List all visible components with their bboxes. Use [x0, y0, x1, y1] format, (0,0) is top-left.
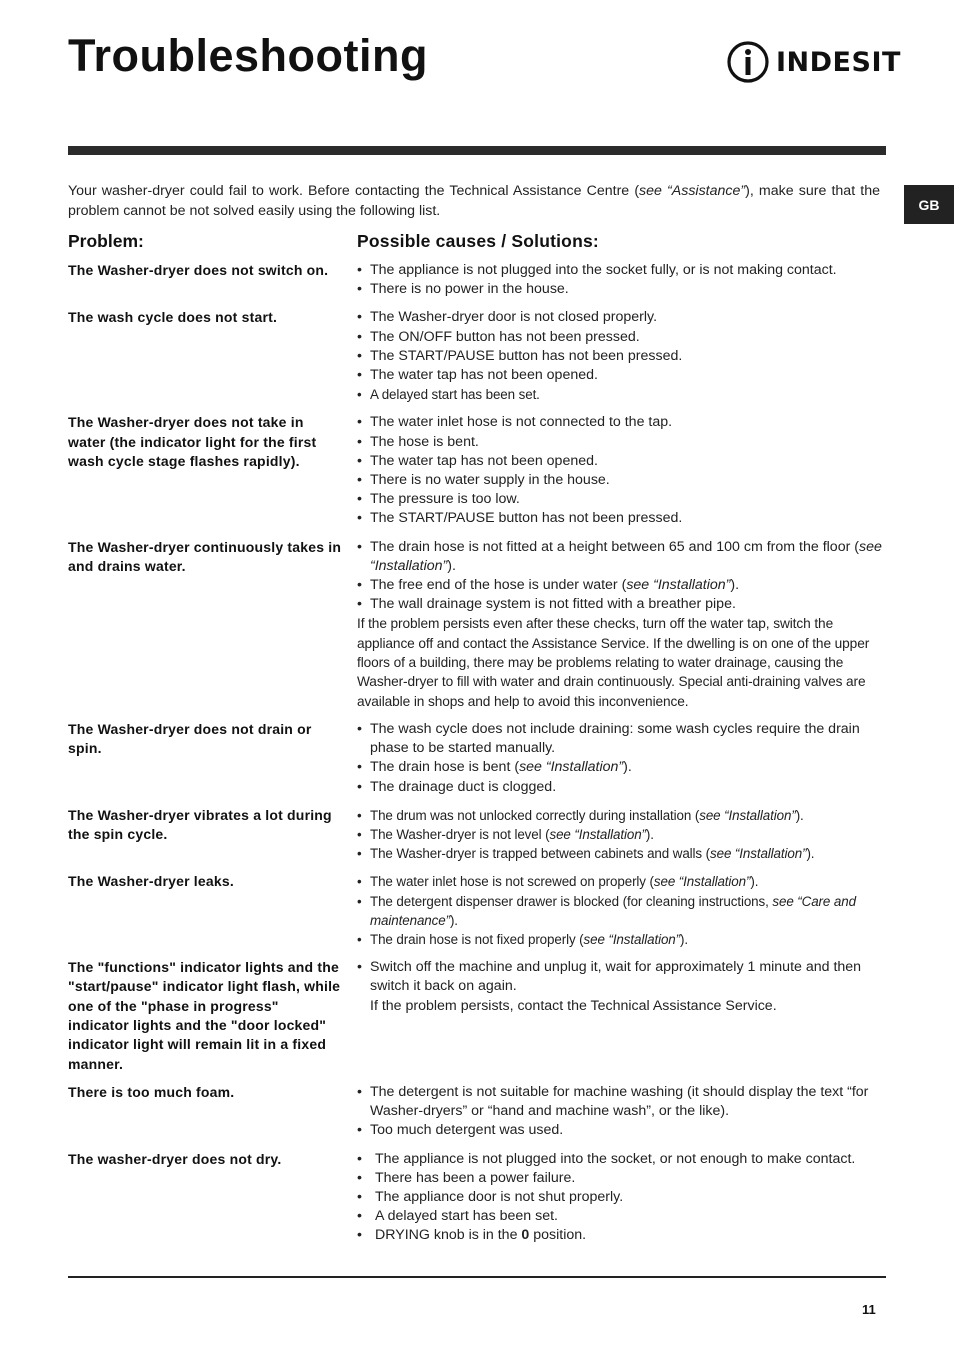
solution-text-end: ). — [645, 826, 654, 842]
solutions-cell — [357, 872, 886, 949]
solution-text: There has been a power failure. — [375, 1169, 576, 1186]
language-tab: GB — [904, 185, 954, 224]
solution-text: The appliance is not plugged into the socket, or not enough to make contact. — [375, 1150, 856, 1167]
table-row — [68, 1150, 886, 1246]
solution-item — [357, 576, 886, 595]
solution-text: There is no power in the house. — [370, 281, 569, 298]
problem-text: The Washer-dryer continuously takes in and drains water. — [68, 538, 342, 574]
solution-text: The hose is bent. — [370, 433, 479, 450]
table-row — [68, 1083, 886, 1141]
header-divider — [68, 146, 886, 155]
solutions-cell — [357, 538, 886, 711]
solutions-list — [357, 413, 886, 528]
solution-text: The drum was not unlocked correctly during installation ( — [370, 807, 700, 823]
solution-item — [357, 366, 886, 385]
section-reference: see “Installation” — [519, 759, 624, 776]
solution-text: The water inlet hose is not screwed on properly ( — [370, 874, 654, 890]
solution-text: The appliance is not plugged into the socket fully, or is not making contact. — [370, 262, 837, 278]
section-reference: see “Installation” — [626, 577, 731, 594]
section-reference: see “Care and maintenance” — [370, 893, 856, 928]
solutions-cell — [357, 413, 886, 528]
intro-paragraph — [68, 181, 880, 221]
solution-item — [357, 844, 886, 863]
solution-text: The appliance door is not shut properly. — [375, 1188, 624, 1205]
solutions-list — [357, 261, 886, 299]
solution-text-end: ). — [750, 874, 759, 890]
solution-text-end: ). — [623, 759, 632, 776]
solution-item — [357, 471, 886, 490]
solutions-list — [357, 720, 886, 797]
solution-text-end: position. — [529, 1227, 587, 1244]
solution-item — [357, 538, 886, 576]
solution-item — [357, 1169, 886, 1188]
footer-divider — [68, 1276, 886, 1278]
troubleshooting-table — [68, 261, 886, 1255]
solution-text: The pressure is too low. — [370, 491, 520, 508]
indesit-i-icon — [726, 40, 770, 84]
solution-item — [357, 1207, 886, 1226]
section-reference: see “Installation” — [370, 538, 882, 574]
solutions-list — [357, 1150, 886, 1246]
problem-text: The "functions" indicator lights and the "start/pause" indicator light flash, while one of the "phase in progress" indicator lights and the "door locked" indicator light will remain lit in a fixed manner. — [68, 959, 341, 1072]
table-row — [68, 413, 886, 528]
problem-text: There is too much foam. — [68, 1083, 235, 1100]
solutions-list — [357, 958, 886, 996]
solution-text: The detergent is not suitable for machine washing (it should display the text “for Washer-dryers” or “hand and machine wash”, or the like). — [370, 1083, 869, 1120]
solution-text: Switch off the machine and unplug it, wait for approximately 1 minute and then switch it back on again. — [370, 959, 862, 995]
page-number: 11 — [862, 1302, 876, 1317]
solution-text: The Washer-dryer is not level ( — [370, 826, 550, 842]
solutions-cell — [357, 720, 886, 797]
solution-text: The drainage duct is clogged. — [370, 778, 557, 795]
solution-text: The drain hose is not fixed properly ( — [370, 931, 584, 947]
solution-text-end: ). — [730, 577, 740, 594]
solutions-cell — [357, 1083, 886, 1141]
solution-text: A delayed start has been set. — [370, 387, 540, 403]
solution-item — [357, 892, 886, 930]
section-reference: see “Installation” — [699, 807, 796, 823]
solution-text: The wash cycle does not include draining: some wash cycles require the drain phase to be started manually. — [370, 720, 860, 757]
solution-text: The detergent dispenser drawer is blocked (for cleaning instructions, — [370, 893, 773, 909]
solution-text: Too much detergent was used. — [370, 1122, 564, 1139]
solution-item — [357, 1083, 886, 1121]
solution-text: The Washer-dryer door is not closed properly. — [370, 309, 658, 326]
solution-item — [357, 1188, 886, 1207]
solutions-cell — [357, 806, 886, 864]
brand-name: INDESIT — [776, 46, 901, 78]
problem-text: The Washer-dryer does not switch on. — [68, 262, 329, 278]
problem-text: The washer-dryer does not dry. — [68, 1150, 282, 1167]
solution-item — [357, 778, 886, 797]
solutions-cell — [357, 308, 886, 404]
solutions-list — [357, 806, 886, 864]
solution-item — [357, 595, 886, 614]
table-row — [68, 261, 886, 299]
problem-text: The Washer-dryer does not drain or spin. — [68, 720, 312, 757]
table-row — [68, 308, 886, 404]
solution-text: The water tap has not been opened. — [370, 367, 598, 384]
solution-item — [357, 1150, 886, 1169]
solution-text-end: ). — [680, 931, 688, 947]
solution-item — [357, 958, 886, 996]
problem-text: The wash cycle does not start. — [68, 309, 278, 326]
solutions-list — [357, 1083, 886, 1141]
table-row — [68, 806, 886, 864]
solution-followup: If the problem persists, contact the Technical Assistance Service. — [370, 997, 777, 1014]
knob-position: 0 — [521, 1227, 530, 1244]
solution-text: The wall drainage system is not fitted with a breather pipe. — [370, 596, 736, 613]
solution-text: The ON/OFF button has not been pressed. — [370, 328, 640, 345]
table-row — [68, 872, 886, 949]
solutions-column-heading: Possible causes / Solutions: — [357, 231, 599, 251]
solution-item — [357, 413, 886, 432]
solution-item — [357, 308, 886, 327]
solution-text-end: ). — [806, 846, 815, 862]
solution-item — [357, 720, 886, 758]
page-title: Troubleshooting — [68, 30, 428, 81]
solution-text: The START/PAUSE button has not been pressed. — [370, 347, 683, 364]
solution-text: A delayed start has been set. — [375, 1208, 558, 1225]
solutions-list — [357, 538, 886, 615]
solutions-cell — [357, 958, 886, 1074]
intro-text-end: ), make sure that the problem cannot be not solved easily using the following list. — [68, 183, 880, 219]
solution-item — [357, 328, 886, 347]
solutions-cell — [357, 1150, 886, 1246]
solution-item — [357, 930, 886, 949]
brand-logo — [726, 40, 901, 84]
solution-item — [357, 872, 886, 891]
problem-text: The Washer-dryer leaks. — [68, 873, 234, 890]
solution-note: If the problem persists even after these checks, turn off the water tap, switch the appliance off and contact the Assistance Service. If the dwelling is on one of the upper floors of a building, there may be problems relating to water drainage, causing the Washer-dryer to fill with water and drain continuously. Special anti-draining valves are available in shops and help to avoid this inconvenience. — [357, 616, 870, 709]
section-reference: see “Installation” — [653, 874, 751, 890]
table-row — [68, 958, 886, 1074]
solution-text: The free end of the hose is under water ( — [370, 577, 627, 594]
solution-text: The water tap has not been opened. — [370, 452, 598, 469]
solutions-list — [357, 872, 886, 949]
solution-item — [357, 452, 886, 471]
solution-item — [357, 1226, 886, 1245]
problem-column-heading: Problem: — [68, 231, 144, 251]
solution-text: The water inlet hose is not connected to the tap. — [370, 414, 673, 431]
solution-item — [357, 806, 886, 825]
solution-text: DRYING knob is in the — [375, 1227, 522, 1244]
solutions-list — [357, 308, 886, 404]
solution-item — [357, 385, 886, 404]
solution-item — [357, 825, 886, 844]
problem-text: The Washer-dryer does not take in water (the indicator light for the first wash cycle stage flashes rapidly). — [68, 414, 317, 470]
solutions-cell — [357, 261, 886, 299]
solution-item — [357, 347, 886, 366]
table-row — [68, 538, 886, 711]
problem-text: The Washer-dryer vibrates a lot during the spin cycle. — [68, 806, 332, 843]
solution-item — [357, 1121, 886, 1140]
solution-item — [357, 433, 886, 452]
solution-item — [357, 261, 886, 280]
solution-item — [357, 758, 886, 777]
table-row — [68, 720, 886, 797]
intro-reference: see “Assistance” — [639, 183, 746, 199]
solution-item — [357, 490, 886, 509]
solution-text: The drain hose is not fitted at a height between 65 and 100 cm from the floor ( — [370, 538, 859, 555]
section-reference: see “Installation” — [710, 846, 807, 862]
solution-text: The Washer-dryer is trapped between cabinets and walls ( — [370, 846, 710, 862]
solution-text: There is no water supply in the house. — [370, 472, 610, 489]
solution-text: The drain hose is bent ( — [370, 759, 520, 776]
solution-item — [357, 509, 886, 528]
section-reference: see “Installation” — [549, 826, 646, 842]
intro-text: Your washer-dryer could fail to work. Before contacting the Technical Assistance Centre ( — [68, 183, 640, 199]
section-reference: see “Installation” — [583, 931, 680, 947]
solution-text-end: ). — [795, 807, 804, 823]
solution-text-end: ). — [447, 557, 456, 574]
solution-item — [357, 280, 886, 299]
solution-text-end: ). — [449, 912, 458, 928]
solution-text: The START/PAUSE button has not been pressed. — [370, 510, 683, 527]
